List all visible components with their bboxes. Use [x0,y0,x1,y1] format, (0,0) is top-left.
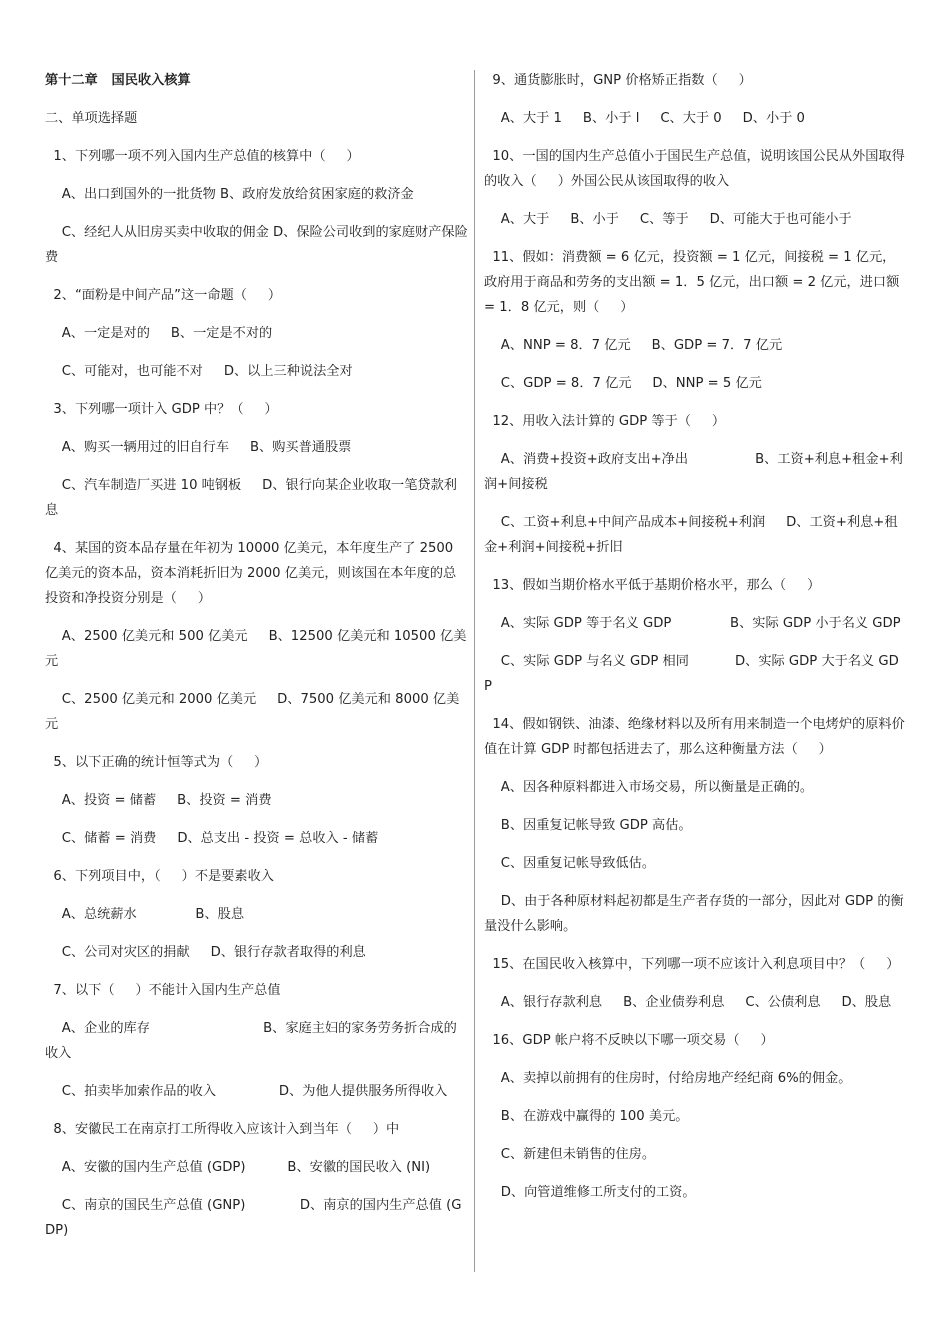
question-6: 6、下列项目中，（ ）不是要素收入 [45,869,274,884]
question-7-options-cd: C、拍卖毕加索作品的收入 D、为他人提供服务所得收入 [45,1084,448,1099]
question-14-option-b: B、因重复记帐导致 GDP 高估。 [484,818,692,833]
question-4-options-cd: C、2500 亿美元和 2000 亿美元 D、7500 亿美元和 8000 亿美元 [45,692,460,732]
question-2-options-cd: C、可能对，也可能不对 D、以上三种说法全对 [45,364,353,379]
chapter-title: 第十二章 国民收入核算 [45,73,191,88]
column-divider [474,70,475,1272]
question-4-options-ab: A、2500 亿美元和 500 亿美元 B、12500 亿美元和 10500 亿美元 [45,629,467,669]
question-7: 7、以下（ ）不能计入国内生产总值 [45,983,281,998]
question-4: 4、某国的资本品存量在年初为 10000 亿美元，本年度生产了 2500 亿美元的资本品，资本消耗折旧为 2000 亿美元，则该国在本年度的总投资和净投资分别是（ ） [45,541,458,606]
question-3-options-cd: C、汽车制造厂买进 10 吨钢板 D、银行向某企业收取一笔贷款利息 [45,478,457,518]
question-8-options-ab: A、安徽的国内生产总值 (GDP) B、安徽的国民收入 (NI) [45,1160,431,1175]
right-column [484,68,906,1218]
question-6-options-ab: A、总统薪水 B、股息 [45,907,245,922]
question-12: 12、用收入法计算的 GDP 等于（ ） [484,414,726,429]
question-7-options-ab: A、企业的库存 B、家庭主妇的家务劳务折合成的收入 [45,1021,457,1061]
question-12-options-cd: C、工资+利息+中间产品成本+间接税+利润 D、工资+利息+租金+利润+间接税+折旧 [484,515,898,555]
question-11-options-cd: C、GDP = 8．7 亿元 D、NNP = 5 亿元 [484,376,762,391]
question-14: 14、假如钢铁、油漆、绝缘材料以及所有用来制造一个电烤炉的原料价值在计算 GDP 时都包括进去了，那么这种衡量方法（ ） [484,717,905,757]
question-3-options-ab: A、购买一辆用过的旧自行车 B、购买普通股票 [45,440,352,455]
section-heading: 二、单项选择题 [45,111,138,126]
question-16: 16、GDP 帐户将不反映以下哪一项交易（ ） [484,1033,774,1048]
question-10-options: A、大于 B、小于 C、等于 D、可能大于也可能小于 [484,212,852,227]
question-2-options-ab: A、一定是对的 B、一定是不对的 [45,326,273,341]
question-9: 9、通货膨胀时，GNP 价格矫正指数（ ） [484,73,752,88]
question-1-options-cd: C、经纪人从旧房买卖中收取的佣金 D、保险公司收到的家庭财产保险费 [45,225,468,265]
question-11: 11、假如：消费额 = 6 亿元，投资额 = 1 亿元，间接税 = 1 亿元，政府用于商品和劳务的支出额 = 1．5 亿元，出口额 = 2 亿元，进口额 = 1．8 亿元，则（ ） [484,250,904,315]
question-11-options-ab: A、NNP = 8．7 亿元 B、GDP = 7．7 亿元 [484,338,783,353]
question-14-option-c: C、因重复记帐导致低估。 [484,856,656,871]
question-1: 1、下列哪一项不列入国内生产总值的核算中（ ） [45,149,360,164]
question-1-options-ab: A、出口到国外的一批货物 B、政府发放给贫困家庭的救济金 [45,187,414,202]
question-5-options-cd: C、储蓄 = 消费 D、总支出 - 投资 = 总收入 - 储蓄 [45,831,379,846]
question-5-options-ab: A、投资 = 储蓄 B、投资 = 消费 [45,793,272,808]
question-16-option-d: D、向管道维修工所支付的工资。 [484,1185,696,1200]
question-16-option-b: B、在游戏中赢得的 100 美元。 [484,1109,689,1124]
question-8: 8、安徽民工在南京打工所得收入应该计入到当年（ ）中 [45,1122,400,1137]
question-13-options-ab: A、实际 GDP 等于名义 GDP B、实际 GDP 小于名义 GDP [484,616,901,631]
question-16-option-c: C、新建但未销售的住房。 [484,1147,656,1162]
question-13-options-cd: C、实际 GDP 与名义 GDP 相同 D、实际 GDP 大于名义 GDP [484,654,899,694]
question-2: 2、“面粉是中间产品”这一命题（ ） [45,288,282,303]
question-5: 5、以下正确的统计恒等式为（ ） [45,755,268,770]
question-9-options: A、大于 1 B、小于 l C、大于 0 D、小于 0 [484,111,805,126]
question-16-option-a: A、卖掉以前拥有的住房时，付给房地产经纪商 6%的佣金。 [484,1071,852,1086]
question-15: 15、在国民收入核算中，下列哪一项不应该计入利息项目中？（ ） [484,957,900,972]
question-14-option-a: A、因各种原料都进入市场交易，所以衡量是正确的。 [484,780,814,795]
question-13: 13、假如当期价格水平低于基期价格水平，那么（ ） [484,578,821,593]
question-10: 10、一国的国内生产总值小于国民生产总值，说明该国公民从外国取得的收入（ ）外国公民从该国取得的收入 [484,149,905,189]
left-column [45,68,468,1256]
question-6-options-cd: C、公司对灾区的捐献 D、银行存款者取得的利息 [45,945,366,960]
question-15-options: A、银行存款利息 B、企业债券利息 C、公债利息 D、股息 [484,995,892,1010]
question-3: 3、下列哪一项计入 GDP 中？（ ） [45,402,278,417]
question-12-options-ab: A、消费+投资+政府支出+净出 B、工资+利息+租金+利润+间接税 [484,452,903,492]
question-14-option-d: D、由于各种原材料起初都是生产者存货的一部分，因此对 GDP 的衡量没什么影响。 [484,894,904,934]
question-8-options-cd: C、南京的国民生产总值 (GNP) D、南京的国内生产总值 (GDP) [45,1198,462,1238]
